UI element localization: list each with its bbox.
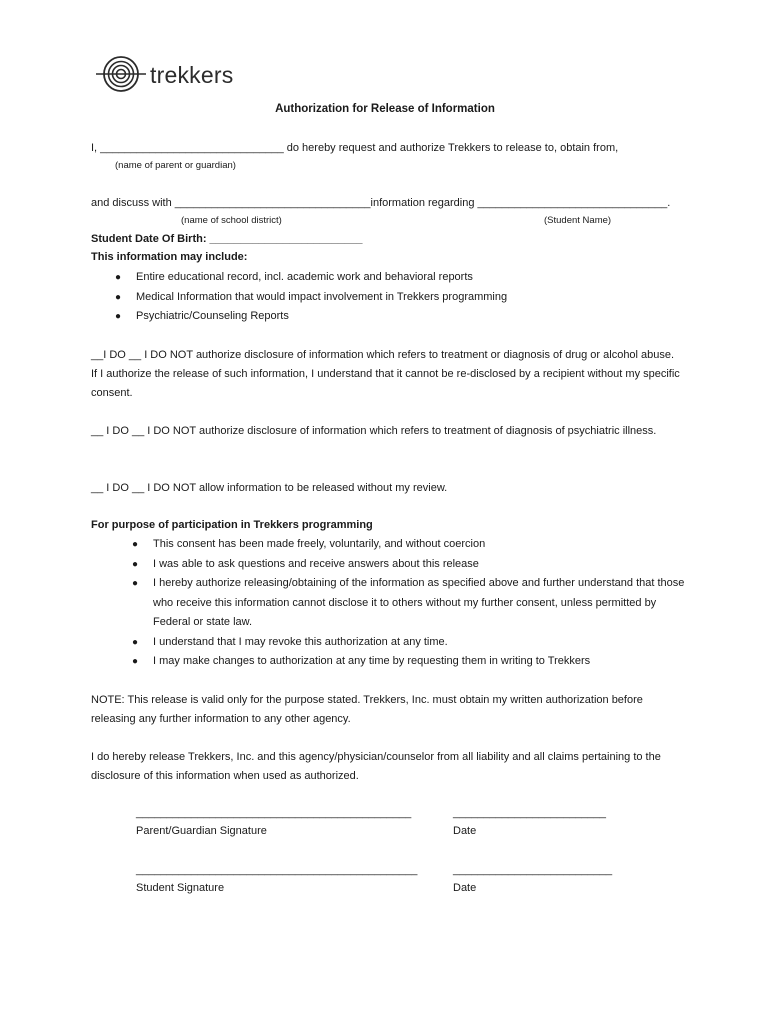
document-title: Authorization for Release of Information [275, 103, 495, 115]
trekkers-logo [96, 54, 233, 98]
bullet-icon: ● [132, 578, 139, 589]
school-district-caption: (name of school district) [181, 215, 282, 226]
parent-name-caption: (name of parent or guardian) [115, 160, 236, 171]
consent-drug-alcohol[interactable]: __I DO __ I DO NOT authorize disclosure of information which refers to treatment or diagnosis of drug or alcohol abuse. If I authorize the release of such information, I understand that it cannot be re-disclosed by a recipient without my specific consent. [91, 349, 680, 399]
line2-prefix: and discuss with [91, 197, 175, 209]
list-item: ● Medical Information that would impact involvement in Trekkers programming [136, 288, 507, 308]
student-name-blank[interactable]: _______________________________ [477, 197, 668, 209]
bullet-icon: ● [132, 539, 139, 550]
list-item: ● I hereby authorize releasing/obtaining of the information as specified above and further understand that those who receive this information cannot disclose it to others without my further consent, unless permitted by Federal or state law. [153, 574, 693, 633]
parent-date-label: Date [453, 825, 477, 837]
list-item: ● This consent has been made freely, voluntarily, and without coercion [153, 535, 693, 555]
list-item: ● I may make changes to authorization at any time by requesting them in writing to Trekkers [153, 652, 693, 672]
list-item: ● Psychiatric/Counseling Reports [136, 307, 507, 327]
line1-text: do hereby request and authorize Trekkers to release to, obtain from, [283, 142, 619, 154]
authorization-line-1 [91, 142, 618, 155]
student-name-caption: (Student Name) [544, 215, 612, 226]
logo-wordmark: trekkers [150, 62, 234, 89]
parent-signature-line[interactable]: _____________________________________________ [136, 807, 412, 819]
parent-date-line[interactable]: _________________________ [453, 807, 606, 819]
list-item: ● I was able to ask questions and receive answers about this release [153, 555, 693, 575]
student-dob-field[interactable]: Student Date Of Birth: _________________________ [91, 233, 363, 245]
student-date-label: Date [453, 882, 477, 894]
info-list [115, 268, 508, 327]
student-date-line[interactable]: __________________________ [453, 864, 613, 876]
purpose-list [132, 535, 693, 672]
note-paragraph: NOTE: This release is valid only for the purpose stated. Trekkers, Inc. must obtain my written authorization before releasing any further information to any other agency. [91, 694, 643, 725]
release-paragraph: I do hereby release Trekkers, Inc. and this agency/physician/counselor from all liability and all claims pertaining to the disclosure of this information when used as authorized. [91, 751, 661, 782]
student-signature-label: Student Signature [136, 882, 225, 894]
authorization-line-2 [91, 197, 670, 210]
list-item: ● I understand that I may revoke this authorization at any time. [153, 633, 693, 653]
bullet-icon: ● [115, 311, 122, 322]
bullet-icon: ● [115, 291, 122, 303]
purpose-heading: For purpose of participation in Trekkers programming [91, 519, 373, 531]
parent-signature-label: Parent/Guardian Signature [136, 825, 267, 837]
consent-psychiatric[interactable]: __ I DO __ I DO NOT authorize disclosure of information which refers to treatment of diagnosis of psychiatric illness. [91, 425, 657, 437]
school-district-blank[interactable]: ________________________________ [174, 197, 371, 209]
consent-review[interactable]: __ I DO __ I DO NOT allow information to be released without my review. [91, 482, 448, 494]
bullet-icon: ● [132, 656, 139, 667]
student-signature-line[interactable]: ______________________________________________ [136, 864, 418, 876]
line2-mid: information regarding [370, 197, 478, 209]
bullet-icon: ● [132, 558, 139, 570]
line1-prefix: I, [91, 142, 101, 154]
concentric-circles-logo-icon [96, 54, 146, 98]
parent-name-blank[interactable]: ______________________________ [100, 142, 284, 154]
bullet-icon: ● [115, 272, 122, 283]
list-item: ● Entire educational record, incl. academic work and behavioral reports [136, 268, 507, 288]
line2-end: . [667, 197, 671, 209]
bullet-icon: ● [132, 636, 139, 648]
info-heading: This information may include: [91, 251, 248, 263]
